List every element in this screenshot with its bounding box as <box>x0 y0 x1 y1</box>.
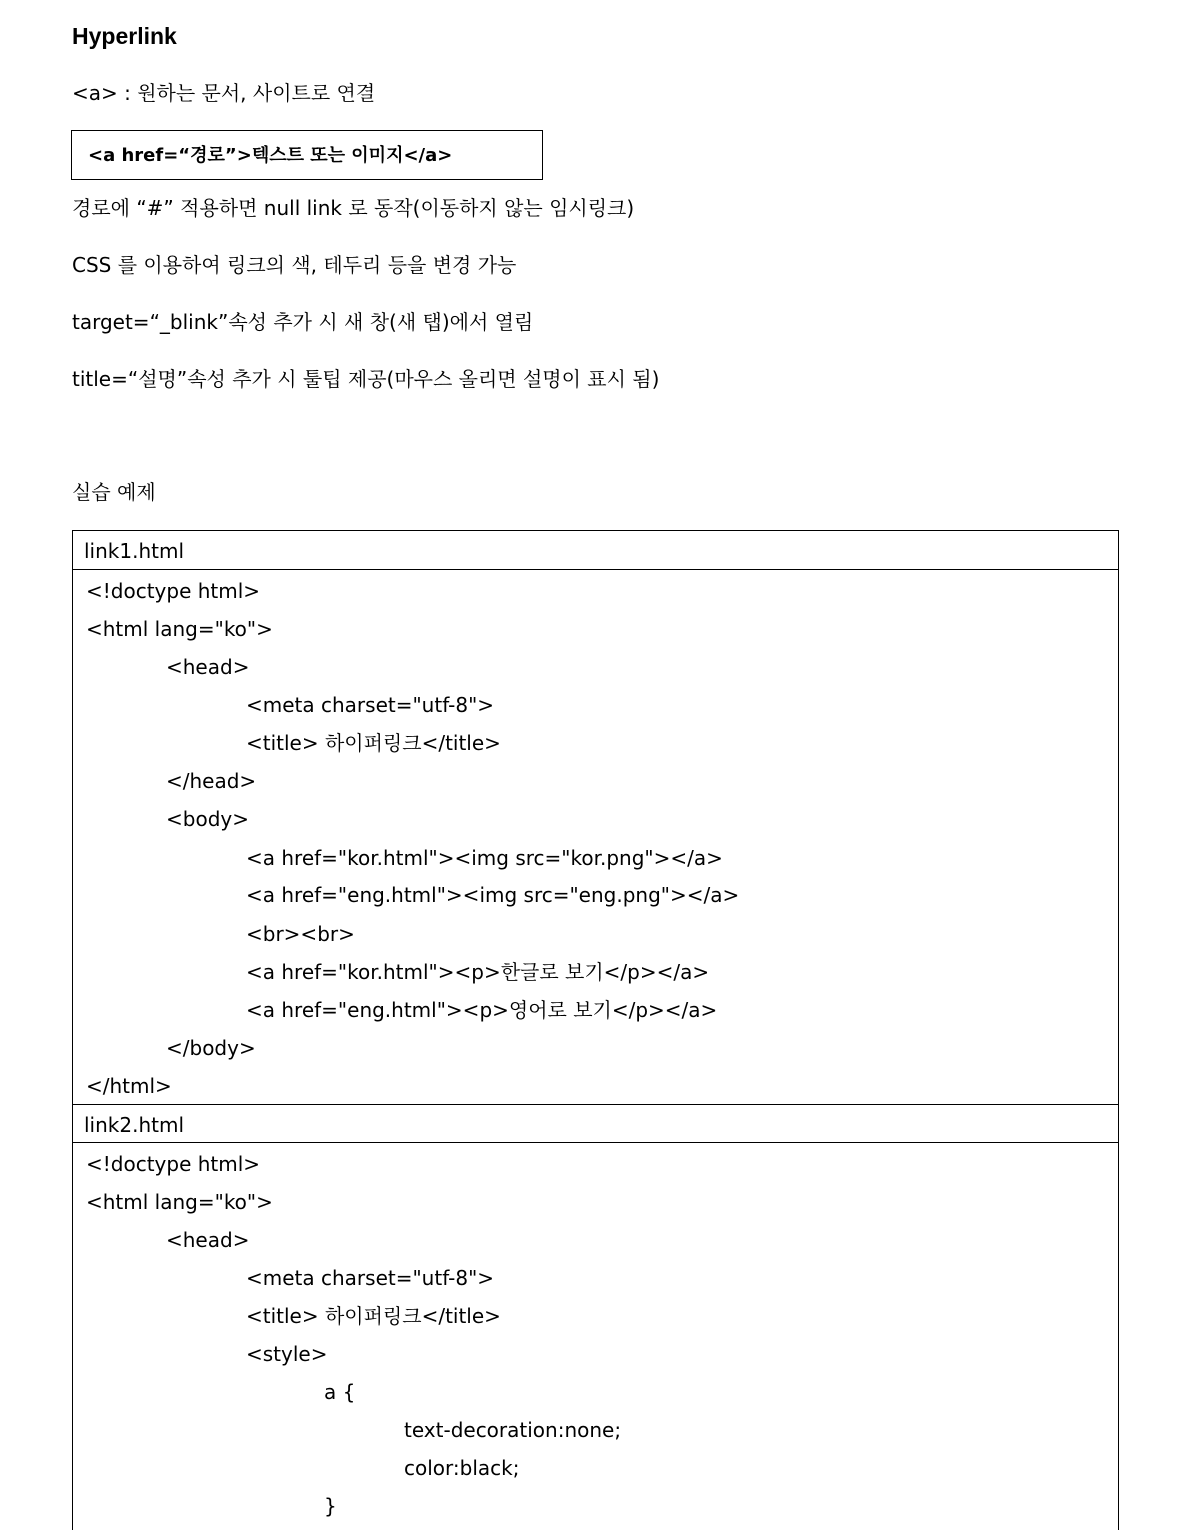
code-example-table <box>72 530 1119 1530</box>
file-header-link2 <box>73 1104 1118 1143</box>
code-line: <!doctype html> <box>86 1152 261 1176</box>
code-line: <meta charset="utf-8"> <box>246 1266 495 1290</box>
note-css: CSS 를 이용하여 링크의 색, 테두리 등을 변경 가능 <box>72 253 517 277</box>
code-line: <a href="eng.html"><img src="eng.png"></a> <box>246 883 740 907</box>
code-line: <a href="eng.html"><p>영어로 보기</p></a> <box>246 998 718 1022</box>
code-line: } <box>324 1494 337 1518</box>
code-line: <html lang="ko"> <box>86 1190 273 1214</box>
page-title: Hyperlink <box>72 23 177 49</box>
note-target: target=“_blink”속성 추가 시 새 창(새 탭)에서 열림 <box>72 310 534 334</box>
code-line: <br><br> <box>246 922 355 946</box>
section-title: 실습 예제 <box>72 480 156 504</box>
code-line: <a href="kor.html"><p>한글로 보기</p></a> <box>246 960 710 984</box>
code-line: </html> <box>86 1074 172 1098</box>
file-header-link1 <box>73 531 1118 570</box>
note-null-link: 경로에 “#” 적용하면 null link 로 동작(이동하지 않는 임시링크) <box>72 196 635 220</box>
code-line: <style> <box>246 1342 328 1366</box>
code-line: <head> <box>166 655 250 679</box>
file-name: link2.html <box>84 1113 185 1137</box>
code-line: color:black; <box>404 1456 520 1480</box>
syntax-box <box>71 130 543 180</box>
code-line: a { <box>324 1380 356 1404</box>
note-title: title=“설명”속성 추가 시 툴팁 제공(마우스 올리면 설명이 표시 됨) <box>72 367 660 391</box>
intro-text: <a> : 원하는 문서, 사이트로 연결 <box>72 81 376 105</box>
code-line: <html lang="ko"> <box>86 617 273 641</box>
code-line: <body> <box>166 807 249 831</box>
code-line: <head> <box>166 1228 250 1252</box>
code-line: text-decoration:none; <box>404 1418 622 1442</box>
code-line: <title> 하이퍼링크</title> <box>246 731 501 755</box>
code-line: </body> <box>166 1036 256 1060</box>
code-line: <a href="kor.html"><img src="kor.png"></a> <box>246 846 723 870</box>
code-line: <title> 하이퍼링크</title> <box>246 1304 501 1328</box>
file-name: link1.html <box>84 539 185 563</box>
code-line: <!doctype html> <box>86 579 261 603</box>
code-line: </head> <box>166 769 257 793</box>
syntax-code: <a href=“경로”>텍스트 또는 이미지</a> <box>88 145 453 166</box>
code-line: <meta charset="utf-8"> <box>246 693 495 717</box>
